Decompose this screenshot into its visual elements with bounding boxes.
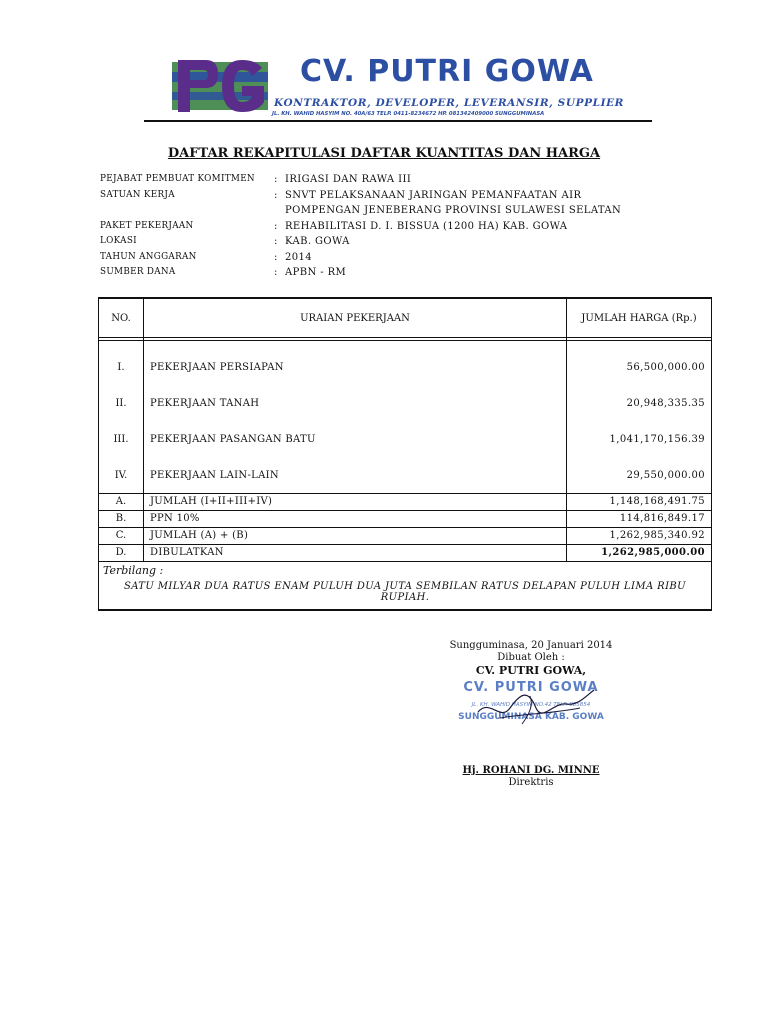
info-label: LOKASI — [100, 236, 137, 246]
company-stamp — [400, 678, 662, 734]
stamp-city: SUNGGUMINASA KAB. GOWA — [458, 712, 604, 722]
signature-company: CV. PUTRI GOWA, — [475, 664, 587, 677]
table-row: I. PEKERJAAN PERSIAPAN 56,500,000.00 — [99, 341, 712, 386]
info-value: IRIGASI DAN RAWA III — [285, 174, 412, 185]
summary-row-rounded: D. DIBULATKAN 1,262,985,000.00 — [99, 545, 712, 562]
stamp-address: JL. KH. WAHID HASYIM NO.42 TELP. 885854 — [471, 702, 591, 708]
signer-name: Hj. ROHANI DG. MINNE — [462, 765, 600, 776]
stamp-name: CV. PUTRI GOWA — [463, 680, 599, 695]
info-value: KAB. GOWA — [285, 236, 350, 247]
info-value: APBN - RM — [285, 267, 347, 278]
info-value: SNVT PELAKSANAAN JARINGAN PEMANFAATAN AIR — [285, 189, 582, 201]
info-value: 2014 — [285, 251, 313, 263]
company-address: JL. KH. WAHID HASYIM NO. 40A/63 TELP. 0411-8234672 HP. 081342409000 SUNGGUMINASA — [272, 111, 545, 117]
info-value: POMPENGAN JENEBERANG PROVINSI SULAWESI SELATAN — [285, 205, 622, 216]
info-label: SATUAN KERJA — [100, 189, 175, 200]
info-label: SUMBER DANA — [100, 267, 176, 277]
table-row: II. PEKERJAAN TANAH 20,948,335.35 — [99, 385, 712, 421]
company-logo — [172, 58, 268, 114]
recap-table — [98, 297, 712, 611]
document-title: DAFTAR REKAPITULASI DAFTAR KUANTITAS DAN HARGA — [167, 146, 601, 161]
table-row: III. PEKERJAAN PASANGAN BATU 1,041,170,156.39 — [99, 421, 712, 457]
document-page: CV. PUTRI GOWA KONTRAKTOR, DEVELOPER, LEVERANSIR, SUPPLIER JL. KH. WAHID HASYIM NO. 40A/63 TELP. 0411-8234672 HP. 081342409000 SUNGGUMINASA DAFTAR REKAPITULASI DAFTAR KUANTITAS DAN HARGA PEJABAT PEMBUAT KOMITMEN : IRIGASI DAN RAWA III SATUAN KERJA : SNVT PELAKSANAAN JARINGAN PEMANFAATAN AIR POMPENGAN JENEBERANG PROVINSI SULAWESI SELATAN PAKET PEKERJAAN : REHABILITASI D. I. BISSUA (1200 HA) KAB. GOWA LOKASI : KAB. GOWA TAHUN ANGGARAN : 2014 SUMBER DANA : APBN - RM NO. URAIAN PEKERJAAN JUMLAH HARGA (Rp.) I. PEKERJAAN PERSIAPAN 56,500,000.00 II. PEKERJAAN TANAH 20,948,335.35 III. PEKERJAAN PASANGAN BATU 1,041,170,156.39 IV. PEKERJAAN LAIN-LAIN 29,550,000.00 A. JUMLAH (I+II+III+IV) 1,148,168,491.75 B. PPN 10% 114,816,849.17 C. JUMLAH (A) + (B) 1,262,985,340.92 D. DIBULATKAN 1,262,985,000.00 Terbilang : SATU MILYAR DUA RATUS ENAM PULUH DUA JUTA SEMBILAN RATUS DELAPAN PULUH LIMA RIBU RUPIAH. Sungguminasa, 20 Januari 2014 Dibuat Oleh : CV. PUTRI GOWA, CV. PUTRI GOWA JL. KH. WAHID HASYIM NO.42 TELP. 885854 SUNGGUMINASA KAB. GOWA Hj. ROHANI DG. MINNE Direktris — [0, 0, 768, 1024]
header-description: URAIAN PEKERJAAN — [144, 298, 567, 338]
info-label: PAKET PEKERJAAN — [100, 220, 194, 231]
table-header-row — [99, 298, 712, 338]
info-label: PEJABAT PEMBUAT KOMITMEN — [100, 174, 255, 184]
summary-row: A. JUMLAH (I+II+III+IV) 1,148,168,491.75 — [99, 494, 712, 511]
signer-title: Direktris — [508, 777, 554, 788]
summary-row: B. PPN 10% 114,816,849.17 — [99, 511, 712, 528]
table-row: IV. PEKERJAAN LAIN-LAIN 29,550,000.00 — [99, 457, 712, 494]
info-label: TAHUN ANGGARAN — [100, 251, 197, 262]
letterhead-rule — [144, 120, 652, 122]
words-value: SATU MILYAR DUA RATUS ENAM PULUH DUA JUTA SEMBILAN RATUS DELAPAN PULUH LIMA RIBU RUPIAH. — [123, 581, 687, 603]
made-by-label: Dibuat Oleh : — [497, 652, 565, 663]
header-amount: JUMLAH HARGA (Rp.) — [567, 298, 712, 338]
amount-in-words-row — [99, 562, 712, 611]
signature-block — [400, 640, 662, 789]
company-tagline: KONTRAKTOR, DEVELOPER, LEVERANSIR, SUPPLIER — [274, 97, 625, 109]
info-value: REHABILITASI D. I. BISSUA (1200 HA) KAB. GOWA — [285, 220, 568, 232]
company-name: CV. PUTRI GOWA — [300, 54, 594, 89]
words-label: Terbilang : — [103, 564, 164, 577]
place-date: Sungguminasa, 20 Januari 2014 — [449, 640, 613, 651]
handwritten-signature — [470, 678, 600, 730]
letterhead — [144, 52, 652, 124]
header-no: NO. — [99, 298, 144, 338]
summary-row: C. JUMLAH (A) + (B) 1,262,985,340.92 — [99, 528, 712, 545]
